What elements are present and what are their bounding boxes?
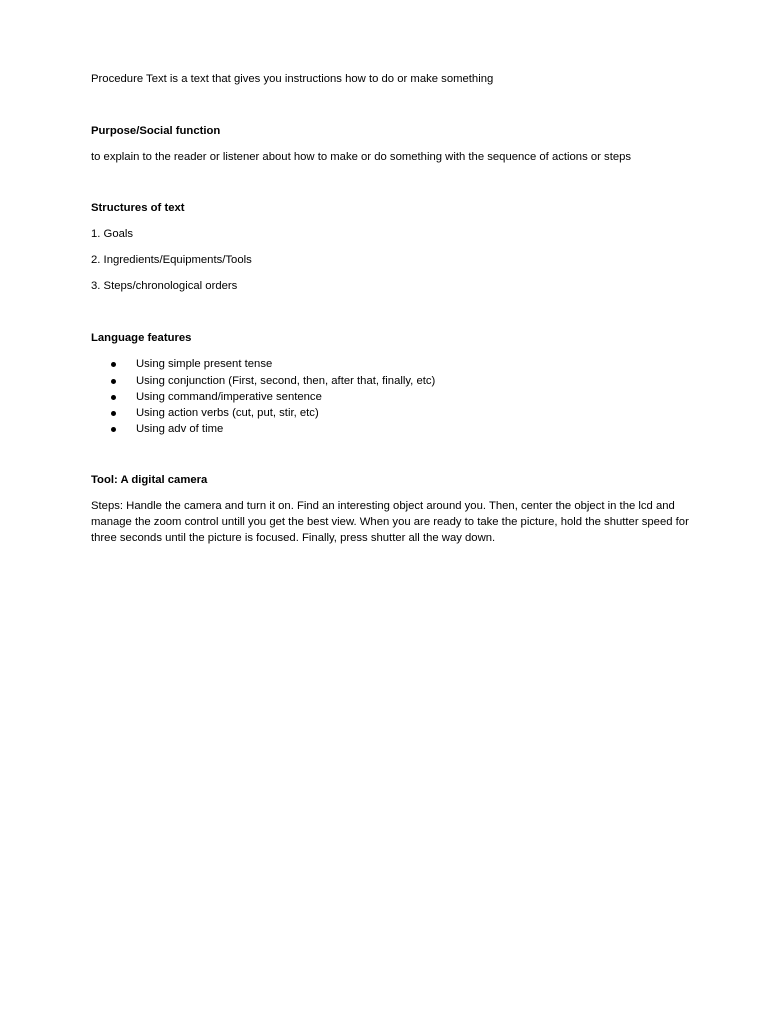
bullet-icon <box>111 395 116 400</box>
tool-heading: Tool: A digital camera <box>91 474 208 487</box>
list-item <box>91 356 691 372</box>
list-item <box>91 373 691 389</box>
bullet-icon <box>111 362 116 367</box>
list-item <box>91 405 691 421</box>
structures-heading: Structures of text <box>91 202 185 215</box>
list-item-text: Using simple present tense <box>136 358 273 371</box>
document-body <box>91 72 691 547</box>
bullet-icon <box>111 411 116 416</box>
language-features-list <box>91 356 691 437</box>
structure-item-steps: 3. Steps/chronological orders <box>91 279 238 292</box>
bullet-icon <box>111 427 116 432</box>
steps-paragraph: Steps: Handle the camera and turn it on. Find an interesting object around you. Then, center the object in the lcd and manage the zoom control untill you get the best view. When you are ready to take the picture, hold the shutter speed for three seconds until the picture is focused. Finally, press shutter all the way down. <box>91 500 689 544</box>
list-item-text: Using action verbs (cut, put, stir, etc) <box>136 406 319 419</box>
purpose-paragraph: to explain to the reader or listener about how to make or do something with the sequence of actions or steps <box>91 150 632 163</box>
list-item-text: Using command/imperative sentence <box>136 390 322 403</box>
list-item <box>91 421 691 437</box>
structure-item-goals: 1. Goals <box>91 228 134 241</box>
bullet-icon <box>111 379 116 384</box>
list-item-text: Using conjunction (First, second, then, after that, finally, etc) <box>136 374 436 387</box>
structure-item-ingredients: 2. Ingredients/Equipments/Tools <box>91 253 252 266</box>
list-item-text: Using adv of time <box>136 423 224 436</box>
list-item <box>91 389 691 405</box>
purpose-heading: Purpose/Social function <box>91 124 221 137</box>
language-features-heading: Language features <box>91 331 192 344</box>
intro-paragraph: Procedure Text is a text that gives you instructions how to do or make something <box>91 73 494 85</box>
